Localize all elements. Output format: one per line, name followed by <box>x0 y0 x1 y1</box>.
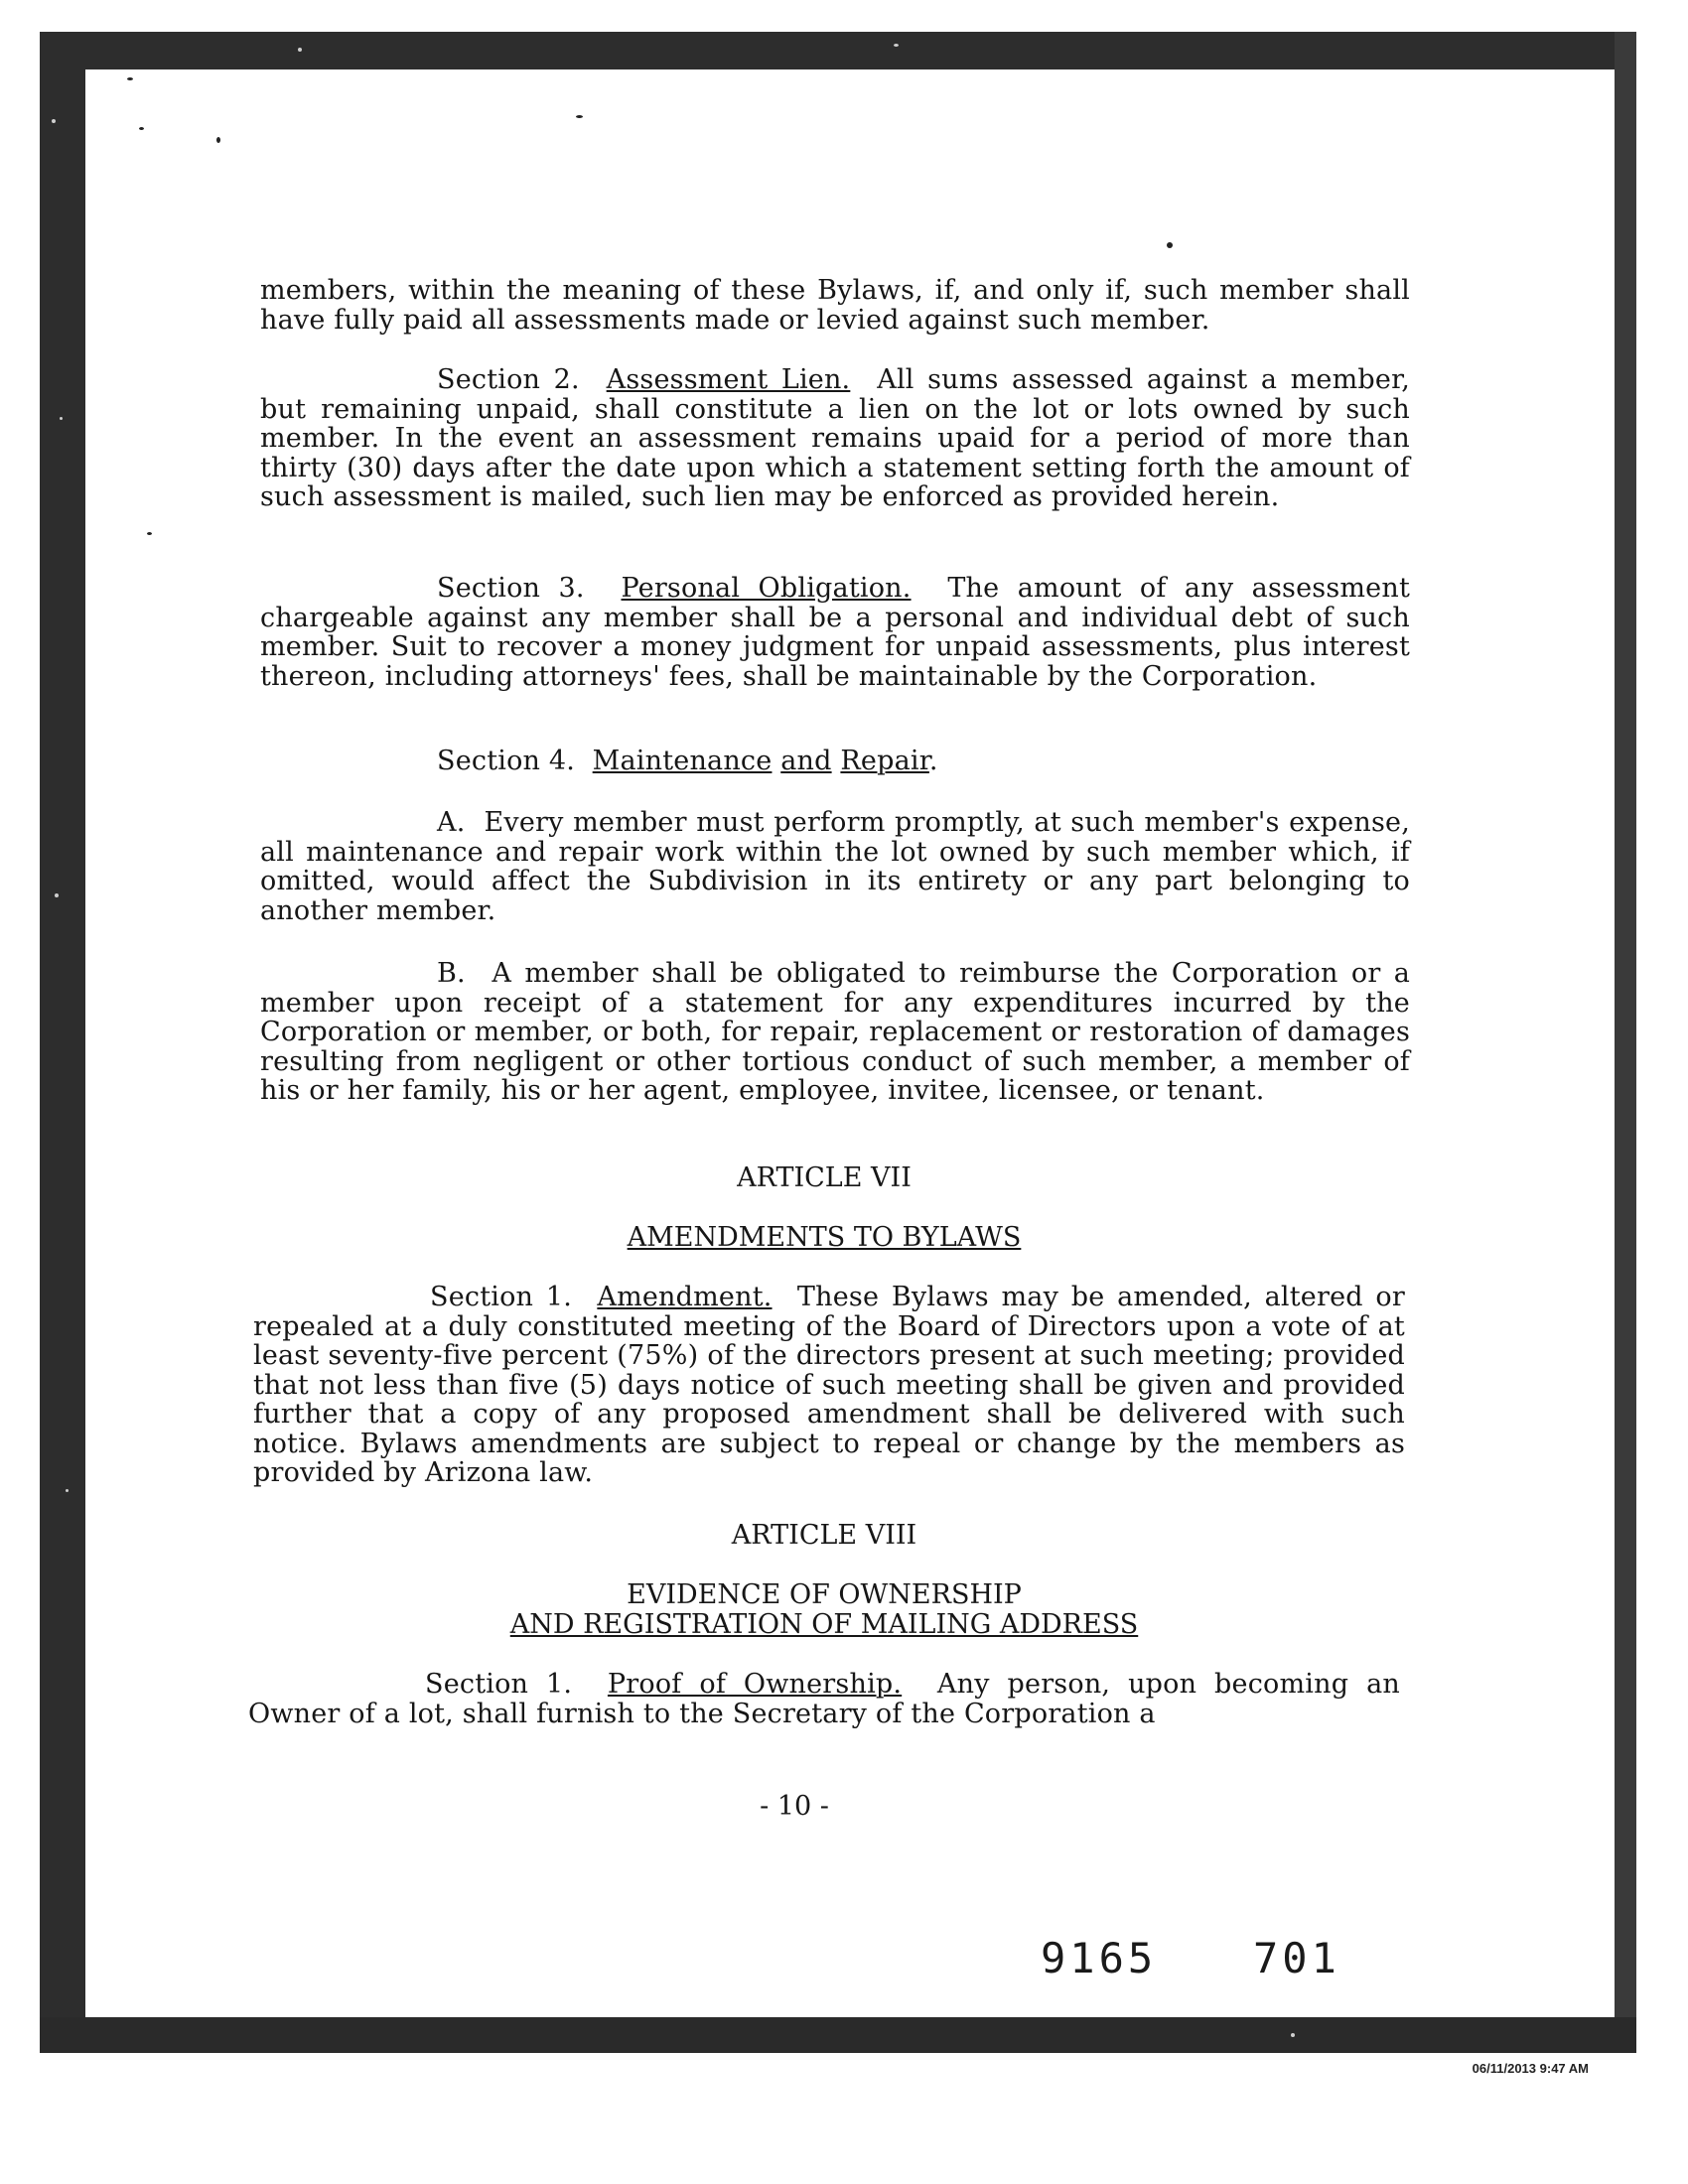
scan-border-top <box>40 32 1636 69</box>
scan-noise <box>1167 242 1173 248</box>
article-7-section-1 <box>253 1283 1405 1488</box>
section-4-title-part1: Maintenance <box>592 746 773 776</box>
subsection-b-label: B. <box>437 958 466 989</box>
article-8-title-line-2: AND REGISTRATION OF MAILING ADDRESS <box>509 1609 1139 1640</box>
section-2-title: Assessment Lien. <box>606 364 851 395</box>
ownership-section-text: Any person, upon becoming an Owner of a lot, shall furnish to the Secretary of the Corporation a <box>248 1669 1400 1729</box>
scan-noise <box>139 127 144 130</box>
article-7-title-wrap <box>248 1223 1400 1253</box>
section-4-label: Section 4. <box>437 746 576 776</box>
section-4-subsection-b <box>260 959 1410 1106</box>
amendment-section-label: Section 1. <box>430 1282 572 1312</box>
scan-noise <box>147 532 152 535</box>
subsection-a-text: Every member must perform promptly, at such member's expense, all maintenance and repair work within the lot owned by such member which, if omitted, would affect the Subdivision in its entirety or any part belonging to another member. <box>260 807 1410 926</box>
scan-noise <box>216 137 220 143</box>
intro-paragraph <box>260 276 1410 335</box>
scan-noise <box>52 119 56 123</box>
scan-noise <box>576 115 583 118</box>
section-3-text: The amount of any assessment chargeable against any member shall be a personal and individual debt of such member. Suit to recover a money judgment for unpaid assessments, plus interest thereon, including attorneys' fees, shall be maintainable by the Corporation. <box>260 573 1410 692</box>
section-4-heading: Section 4. Maintenance and Repair. <box>437 746 938 776</box>
article-7-heading: ARTICLE VII <box>737 1162 912 1193</box>
article-8-title-line-2-wrap <box>248 1610 1400 1640</box>
subsection-a-label: A. <box>437 807 466 838</box>
section-4-title-and: and <box>780 746 832 776</box>
scan-border-left <box>40 32 85 2053</box>
section-2-text: All sums assessed against a member, but remaining unpaid, shall constitute a lien on the lot or lots owned by such member. In the event an assessment remains upaid for a period of more than thirty (30) days after the date upon which a statement setting forth the amount of such assessment is mailed, such lien may be enforced as provided herein. <box>260 364 1410 512</box>
scan-noise <box>60 417 63 420</box>
scan-noise <box>1291 2033 1295 2037</box>
amendment-section-text: These Bylaws may be amended, altered or repealed at a duly constituted meeting of the Board of Directors upon a vote of at least seventy-five percent (75%) of the directors present at such meeting; provided that not less than five (5) days notice of such meeting shall be given and provided further that a copy of any proposed amendment shall be delivered with such notice. Bylaws amendments are subject to repeal or change by the members as provided by Arizona law. <box>253 1282 1405 1488</box>
recording-book-number: 9165 <box>1041 1934 1158 1982</box>
section-3-label: Section 3. <box>437 573 585 604</box>
section-2-label: Section 2. <box>437 364 580 395</box>
section-3-title: Personal Obligation. <box>621 573 912 604</box>
section-4-title-part2: Repair <box>840 746 929 776</box>
section-4-subsection-a <box>260 808 1410 925</box>
scan-noise <box>127 77 133 80</box>
scan-noise <box>66 1489 69 1492</box>
scan-border-bottom <box>40 2017 1636 2053</box>
ownership-section-title: Proof of Ownership. <box>607 1669 903 1700</box>
scan-noise <box>55 893 59 897</box>
article-8-heading: ARTICLE VIII <box>731 1520 917 1551</box>
intro-text: members, within the meaning of these Bylaws, if, and only if, such member shall have fully paid all assessments made or levied against such member. <box>260 275 1410 336</box>
subsection-b-text: A member shall be obligated to reimburse the Corporation or a member upon receipt of a statement for any expenditures incurred by the Corporation or member, or both, for repair, replacement or restoration of damages resulting from negligent or other tortious conduct of such member, a member of his or her family, his or her agent, employee, invitee, licensee, or tenant. <box>260 958 1410 1106</box>
page-number: - 10 - <box>760 1791 829 1822</box>
scan-border-right <box>1615 32 1636 2053</box>
recording-page-number: 701 <box>1253 1934 1340 1982</box>
article-8-title-line-1: EVIDENCE OF OWNERSHIP <box>627 1579 1022 1610</box>
scan-timestamp: 06/11/2013 9:47 AM <box>1472 2061 1589 2076</box>
section-3 <box>260 574 1410 691</box>
ownership-section-label: Section 1. <box>425 1669 573 1700</box>
scan-noise <box>298 48 302 52</box>
scan-noise <box>894 44 899 47</box>
article-7-title: AMENDMENTS TO BYLAWS <box>627 1222 1022 1253</box>
amendment-section-title: Amendment. <box>597 1282 773 1312</box>
article-8-section-1 <box>248 1670 1400 1728</box>
section-2 <box>260 365 1410 512</box>
